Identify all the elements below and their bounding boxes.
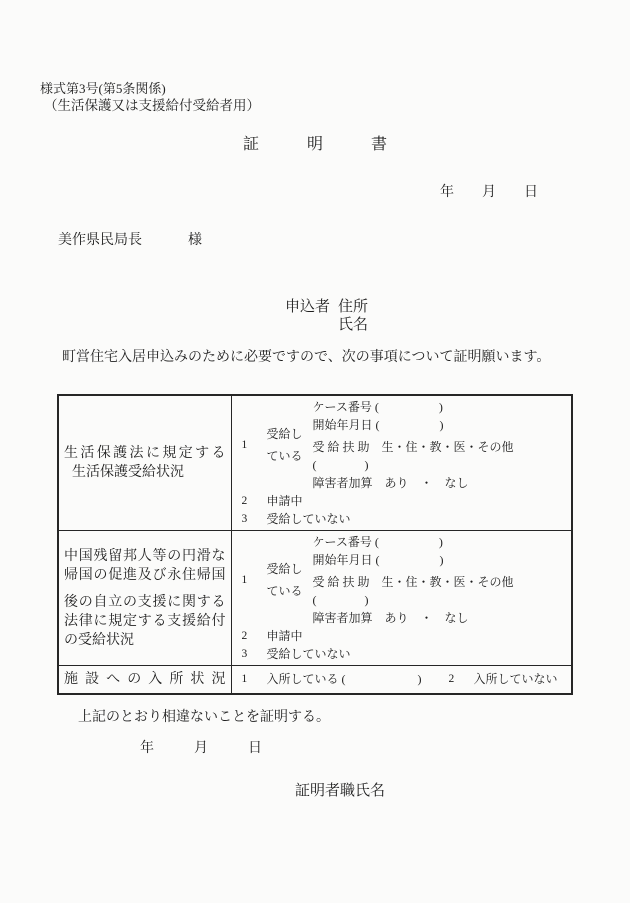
applicant-fields: [338, 298, 368, 334]
option-number: 3: [241, 513, 248, 525]
option-receiving-details: [313, 533, 570, 627]
option-number: 3: [241, 648, 248, 660]
aid-types-field: 受 給 扶 助 生・住・教・医・その他 ( ): [312, 440, 514, 472]
option-receiving: [242, 533, 570, 627]
public-assistance-label-cell: [58, 395, 231, 531]
label-line: の受給状況: [64, 632, 134, 648]
start-date-field: 開始年月日 ( ): [312, 553, 444, 567]
status-line: 受給し: [266, 562, 303, 576]
certifier-name-label: 証明者職氏名: [295, 782, 386, 799]
label-line: 中国残留邦人等の円滑な: [64, 548, 226, 564]
option-applying: [242, 492, 570, 510]
status-line: 受給し: [266, 427, 303, 441]
facility-admission-label-cell: 施設への入所状況: [58, 666, 231, 694]
support-benefit-options-cell: [231, 531, 572, 666]
option-number: 2: [241, 495, 248, 507]
case-number-field: ケース番号 ( ): [312, 400, 443, 414]
option-receiving-status: [267, 560, 309, 600]
table-row-facility-admission: [58, 666, 572, 694]
label-line: 法律に規定する支援給付: [64, 613, 226, 629]
aid-types-field: 受 給 扶 助 生・住・教・医・その他 ( ): [312, 575, 514, 607]
option-number: 2: [241, 630, 248, 642]
label-line: 生活保護受給状況: [72, 465, 184, 480]
label-line: 後の自立の支援に関する: [64, 594, 226, 610]
facility-admission-options-cell: [231, 666, 572, 694]
option-label: 受給していない: [266, 512, 351, 526]
page-title: 証明書: [242, 136, 435, 153]
option-label: 申請中: [266, 494, 303, 508]
case-number-field: ケース番号 ( ): [312, 535, 443, 549]
public-assistance-options-cell: [231, 395, 572, 531]
certify-date-line: 年 月 日: [140, 740, 266, 756]
request-text: 町営住宅入居申込みのために必要ですので、次の事項について証明願います。: [62, 350, 551, 365]
option-number: 2: [448, 673, 455, 686]
table-row-support-benefit: [58, 531, 572, 666]
addressee-name: 美作県民局長: [58, 233, 142, 248]
applicant-block: [285, 298, 630, 334]
certify-statement: 上記のとおり相違ないことを証明する。: [78, 709, 330, 725]
option-applying: [242, 627, 570, 645]
option-not-receiving: [242, 645, 570, 663]
option-label: 申請中: [266, 629, 303, 643]
label-line: 生活保護法に規定する: [64, 446, 226, 461]
option-admitted-label: 入所している ( ): [266, 672, 422, 687]
option-number: 1: [241, 673, 248, 686]
option-receiving-status: [267, 425, 309, 465]
support-benefit-label-cell: [58, 531, 231, 666]
applicant-label: 申込者: [285, 299, 331, 315]
applicant-address-label: 住所: [338, 299, 369, 315]
disability-addition-field: 障害者加算 あり ・ なし: [312, 476, 469, 490]
certification-table: [57, 394, 573, 695]
addressee-honorific: 様: [188, 233, 202, 248]
option-not-receiving: [242, 510, 570, 528]
label-line: 帰国の促進及び永住帰国: [64, 567, 226, 583]
option-label: 受給していない: [266, 647, 351, 661]
applicant-name-label: 氏名: [338, 317, 369, 333]
table-row-public-assistance: [58, 395, 572, 531]
option-receiving: [242, 398, 570, 492]
start-date-field: 開始年月日 ( ): [312, 418, 444, 432]
status-line: ている: [266, 449, 303, 463]
form-target-note: （生活保護又は支援給付受給者用）: [44, 98, 260, 113]
status-line: ている: [266, 584, 303, 598]
facility-options: [242, 670, 570, 688]
option-not-admitted-label: 入所していない: [473, 672, 558, 687]
option-number: 1: [241, 439, 248, 451]
issue-date-line: 年 月 日: [440, 185, 538, 200]
option-receiving-details: [313, 398, 570, 492]
form-number: 様式第3号(第5条関係): [40, 81, 166, 96]
addressee-line: [58, 232, 630, 250]
disability-addition-field: 障害者加算 あり ・ なし: [312, 611, 469, 625]
option-number: 1: [241, 574, 248, 586]
